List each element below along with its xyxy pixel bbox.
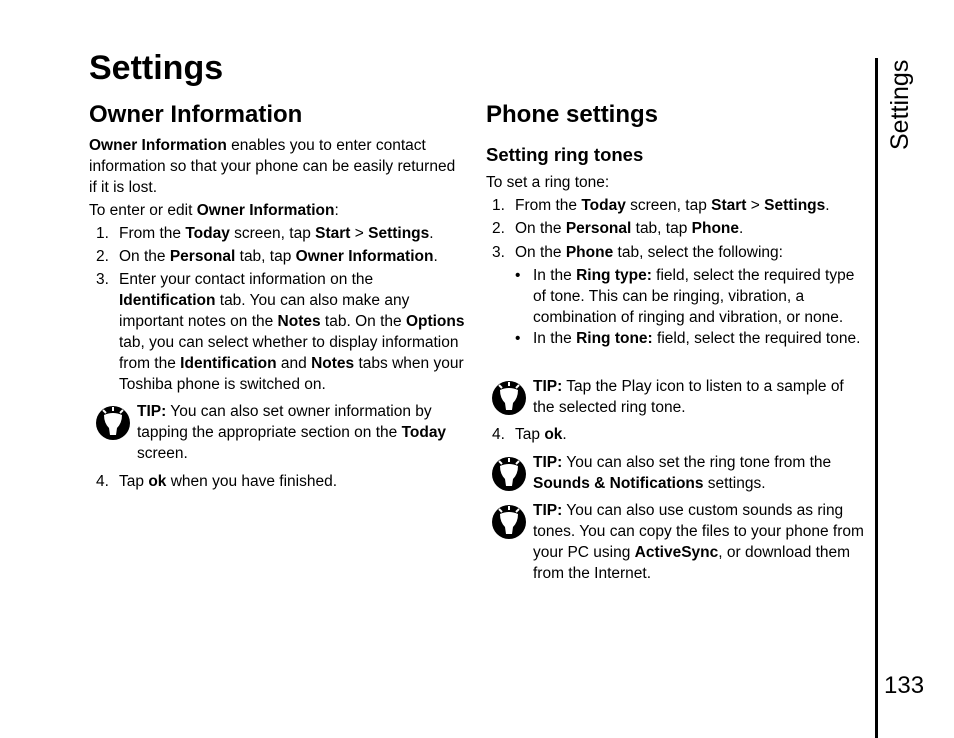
lightbulb-tip-icon — [491, 379, 527, 417]
lightbulb-tip-icon — [491, 503, 527, 541]
lightbulb-tip-icon — [95, 404, 131, 442]
owner-lead-paragraph: To enter or edit Owner Information: — [89, 202, 339, 219]
side-section-label — [883, 58, 913, 150]
phone-settings-heading: Phone settings — [486, 101, 659, 128]
tip-sounds-notifications: TIP: You can also set the ring tone from the Sounds & Notifications settings. — [533, 454, 832, 492]
owner-information-heading: Owner Information — [89, 101, 303, 128]
tip-owner-info: TIP: You can also set owner information by tapping the appropriate section on the Today screen. — [137, 403, 447, 462]
side-divider — [875, 58, 878, 738]
tip-custom-sounds: TIP: You can also use custom sounds as ring tones. You can copy the files to your phone from your PC using ActiveSync, or download them from the Internet. — [533, 502, 864, 582]
page-number: 133 — [884, 672, 925, 699]
side-label-text: Settings — [886, 59, 914, 150]
lightbulb-tip-icon — [491, 455, 527, 493]
owner-intro-paragraph: Owner Information enables you to enter contact information so that your phone can be easily returned if it is lost. — [89, 137, 456, 196]
ring-tones-subheading: Setting ring tones — [486, 144, 644, 165]
tip-play-icon: TIP: Tap the Play icon to listen to a sample of the selected ring tone. — [533, 378, 844, 416]
ring-tone-lead: To set a ring tone: — [486, 174, 610, 191]
page-title: Settings — [89, 49, 224, 87]
